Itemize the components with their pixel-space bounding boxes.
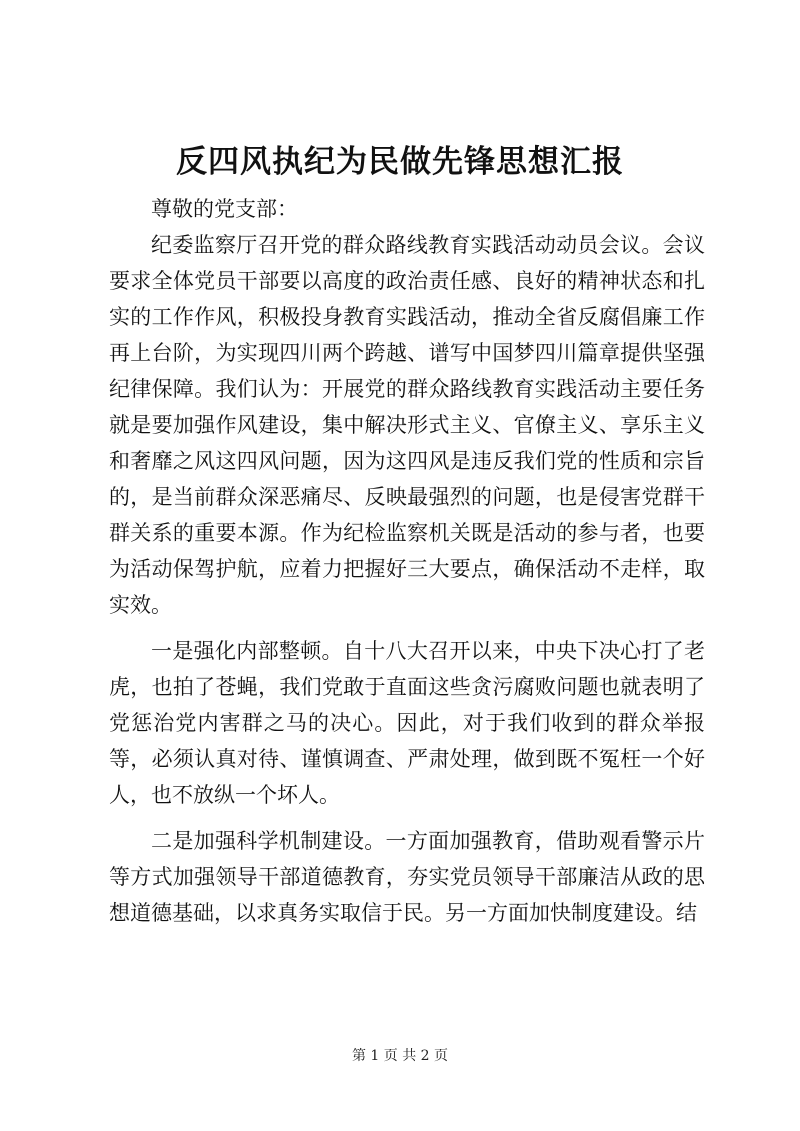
page-number-footer: 第 1 页 共 2 页 bbox=[351, 1048, 449, 1064]
document-body bbox=[109, 191, 705, 931]
salutation: 尊敬的党支部： bbox=[151, 197, 298, 221]
paragraph-intro: 纪委监察厅召开党的群众路线教育实践活动动员会议。会议要求全体党员干部要以高度的政治责任感、良好的精神状态和扎实的工作作风，积极投身教育实践活动，推动全省反腐倡廉工作再上台阶，为实现四川两个跨越、谱写中国梦四川篇章提供坚强纪律保障。我们认为：开展党的群众路线教育实践活动主要任务就是要加强作风建设，集中解决形式主义、官僚主义、享乐主义和奢靡之风这四风问题，因为这四风是违反我们党的性质和宗旨的，是当前群众深恶痛尽、反映最强烈的问题，也是侵害党群干群关系的重要本源。作为纪检监察机关既是活动的参与者，也要为活动保驾护航，应着力把握好三大要点，确保活动不走样，取实效。 bbox=[109, 233, 705, 617]
paragraph-point-two: 二是加强科学机制建设。一方面加强教育，借助观看警示片等方式加强领导干部道德教育，夯实党员领导干部廉洁从政的思想道德基础，以求真务实取信于民。另一方面加快制度建设。结 bbox=[109, 829, 705, 925]
document-title: 反四风执纪为民做先锋思想汇报 bbox=[176, 144, 624, 180]
paragraph-point-one: 一是强化内部整顿。自十八大召开以来，中央下决心打了老虎，也拍了苍蝇，我们党敢于直面这些贪污腐败问题也就表明了党惩治党内害群之马的决心。因此，对于我们收到的群众举报等，必须认真对待、谨慎调查、严肃处理，做到既不冤枉一个好人，也不放纵一个坏人。 bbox=[109, 639, 705, 807]
